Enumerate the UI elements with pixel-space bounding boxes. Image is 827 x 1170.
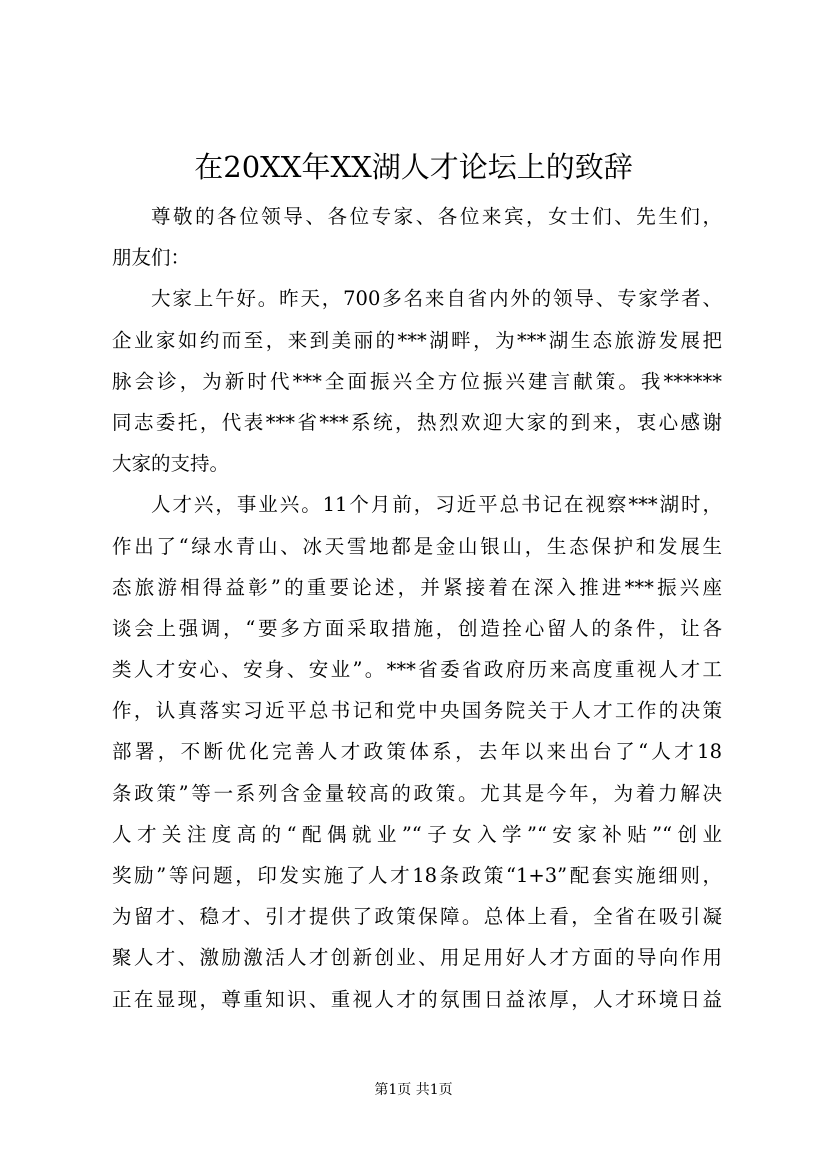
body-line: 大家的支持。: [112, 452, 230, 476]
body-line: 作出了“绿水青山、冰天雪地都是金山银山，生态保护和发展生: [112, 534, 722, 558]
body-line: 为留才、稳才、引才提供了政策保障。总体上看，全省在吸引凝: [112, 905, 722, 929]
body-line: 部署，不断优化完善人才政策体系，去年以来出台了“人才18: [112, 740, 722, 764]
body-line: 朋友们：: [112, 246, 191, 270]
body-line: 态旅游相得益彰”的重要论述，并紧接着在深入推进***振兴座: [112, 575, 722, 599]
body-line: 企业家如约而至，来到美丽的***湖畔，为***湖生态旅游发展把: [112, 328, 722, 352]
document-title: 在20XX年XX湖人才论坛上的致辞: [194, 150, 633, 184]
document-body: [112, 196, 722, 1020]
body-line: 脉会诊，为新时代***全面振兴全方位振兴建言献策。我******: [112, 369, 722, 393]
body-line: 奖励”等问题，印发实施了人才18条政策“1+3”配套实施细则，: [112, 864, 722, 887]
page-footer: 第1页 共1页: [374, 1082, 453, 1098]
body-line: 大家上午好。昨天，700多名来自省内外的领导、专家学者、: [151, 287, 722, 311]
body-line: 类人才安心、安身、安业”。***省委省政府历来高度重视人才工: [112, 658, 722, 682]
body-line: 人才关注度高的“配偶就业”“子女入学”“安家补贴”“创业: [112, 822, 722, 846]
body-line: 作，认真落实习近平总书记和党中央国务院关于人才工作的决策: [112, 699, 722, 723]
body-line: 条政策”等一系列含金量较高的政策。尤其是今年，为着力解决: [112, 781, 722, 805]
body-line: 谈会上强调，“要多方面采取措施，创造拴心留人的条件，让各: [112, 616, 722, 640]
body-line: 同志委托，代表***省***系统，热烈欢迎大家的到来，衷心感谢: [112, 410, 722, 434]
body-line: 正在显现，尊重知识、重视人才的氛围日益浓厚，人才环境日益: [112, 987, 722, 1011]
body-line: 尊敬的各位领导、各位专家、各位来宾，女士们、先生们，: [151, 205, 722, 228]
body-line: 人才兴，事业兴。11个月前，习近平总书记在视察***湖时，: [151, 493, 722, 517]
body-line: 聚人才、激励激活人才创新创业、用足用好人才方面的导向作用: [112, 946, 722, 970]
